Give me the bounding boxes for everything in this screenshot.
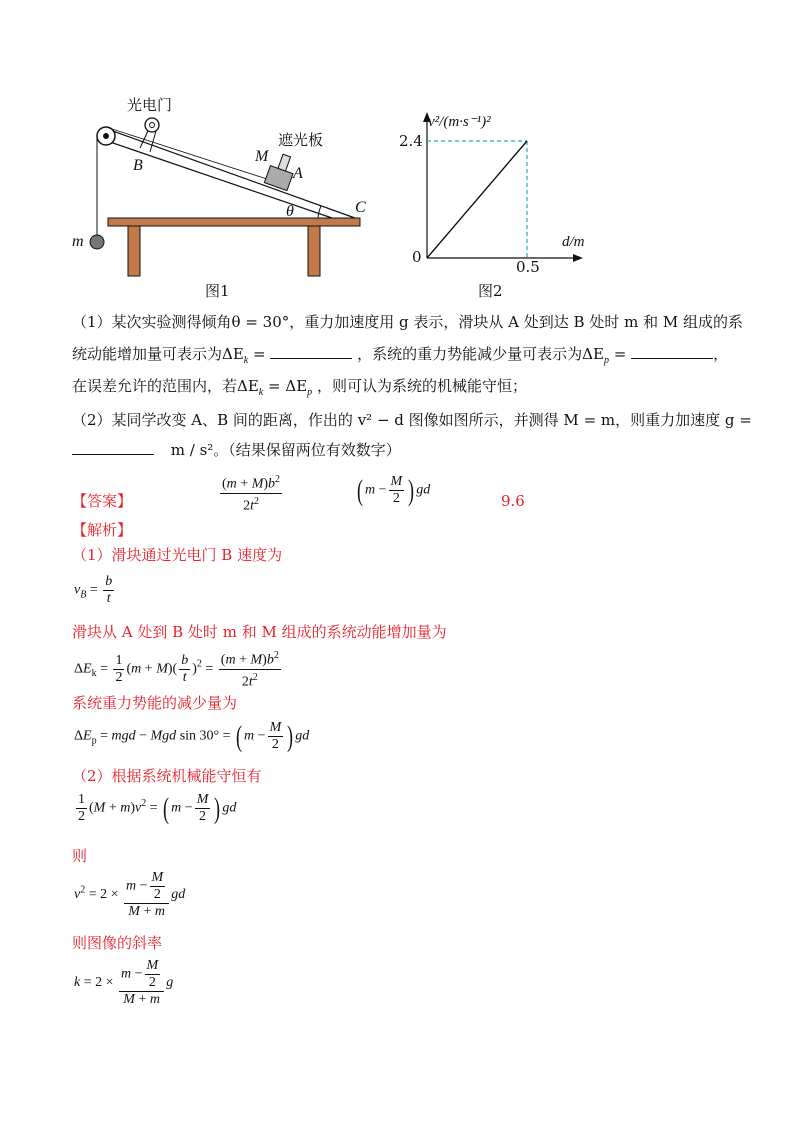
formula-slope-k: k = 2 × m − $\frac{M}{2}$ M + m g: [74, 958, 174, 1007]
theta-arc: [318, 206, 321, 218]
analysis-label: 【解析】: [72, 521, 133, 539]
table-leg-left: [128, 226, 140, 276]
answer-1-formula: $\frac{(m + M)b^2}{2t^2}$: [222, 474, 281, 514]
string-incline: [106, 127, 270, 180]
data-line: [427, 141, 527, 258]
origin-label: 0: [412, 248, 422, 266]
analysis-step-2: 滑块从 A 处到 B 处时 m 和 M 组成的系统动能增加量为: [72, 623, 447, 641]
answer-2-formula: ( m − $\frac{M}{2}$ ) gd: [357, 473, 431, 507]
question-1-line-3: 在误差允许的范围内，若$\Delta E_k = \Delta E_p$ ，则可认为系统的机械能守恒；: [72, 377, 527, 398]
table-leg-right: [308, 226, 320, 276]
analysis-step-6: 则图像的斜率: [72, 934, 163, 952]
label-m: m: [72, 233, 84, 250]
label-C: C: [355, 199, 366, 216]
y-tick-label: 2.4: [399, 132, 423, 150]
label-A: A: [293, 165, 303, 182]
question-1-line-1: （1）某次实验测得倾角θ = 30°，重力加速度用 g 表示，滑块从 A 处到达 B 处时 m 和 M 组成的系: [72, 313, 743, 331]
formula-v-squared: $v^2 = 2$ × m − $\frac{M}{2}$ M + m gd: [74, 870, 186, 919]
formula-energy-conservation: $\frac{1}{2}$ $(M + m)v^2$ = ( m − $\frac{M}{2}$ ) gd: [78, 791, 237, 825]
table-top: [108, 218, 360, 226]
figure-2-caption: 图2: [478, 282, 503, 300]
analysis-step-5: 则: [72, 847, 88, 865]
label-B: B: [133, 157, 143, 174]
figure-1-caption: 图1: [205, 282, 230, 300]
label-M: M: [255, 148, 269, 165]
analysis-step-1: （1）滑块通过光电门 B 速度为: [72, 546, 283, 564]
x-tick-label: 0.5: [516, 258, 540, 276]
plate-label: 遮光板: [278, 131, 324, 149]
label-theta: θ: [286, 203, 294, 220]
question-2-line-2: m / s²。（结果保留两位有效数字）: [72, 440, 401, 460]
formula-delta-Ek: $\Delta E_k$ = $\frac{1}{2}$ (m + M)( $\frac{b}{t}$ )$^2$ = $\frac{(m + M)b^2}{2t^2}$: [74, 650, 279, 690]
analysis-step-3: 系统重力势能的减少量为: [72, 694, 238, 712]
answer-label: 【答案】: [72, 492, 133, 510]
photogate-label: 光电门: [127, 96, 173, 114]
figure-2-chart: [405, 108, 595, 283]
answer-3-value: 9.6: [501, 492, 525, 510]
hanging-mass: [90, 235, 104, 249]
question-2-line-1: （2）某同学改变 A、B 间的距离，作出的 v² − d 图像如图所示，并测得 M = m，则重力加速度 g =: [72, 411, 752, 429]
y-axis-label: v²/(m·s⁻¹)²: [428, 114, 491, 130]
formula-vB: $v_B$ = $\frac{b}{t}$: [74, 574, 113, 606]
analysis-step-4: （2）根据系统机械能守恒有: [72, 767, 262, 785]
formula-delta-Ep: $\Delta E_p$ = mgd − Mgd sin 30° = ( m − $\frac{M}{2}$ ) gd: [74, 719, 310, 753]
x-axis-arrow: [573, 254, 583, 262]
figure-1-apparatus: [70, 90, 380, 280]
question-1-line-2: 统动能增加量可表示为$\Delta E_k$ = ，系统的重力势能减少量可表示为$\Delta E_p$ = ，: [72, 345, 729, 366]
x-axis-label: d/m: [562, 234, 585, 250]
